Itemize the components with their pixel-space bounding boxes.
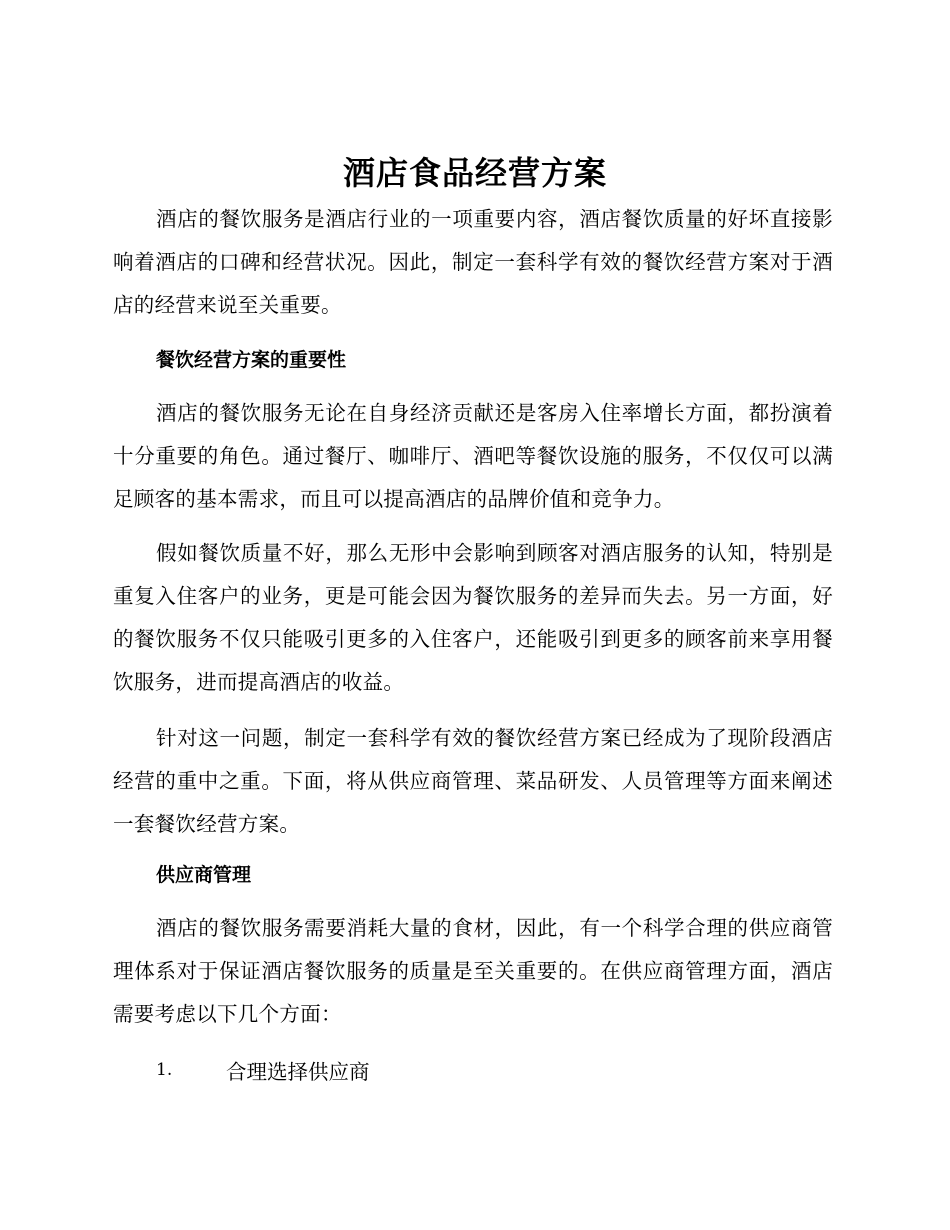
section-heading-supplier: 供应商管理 xyxy=(156,864,252,886)
paragraph-importance-1: 酒店的餐饮服务无论在自身经济贡献还是客房入住率增长方面，都扮演着十分重要的角色。通过餐厅、咖啡厅、酒吧等餐饮设施的服务，不仅仅可以满足顾客的基本需求，而且可以提高酒店的品牌价值和竞争力。 xyxy=(113,401,833,511)
paragraph-importance-3: 针对这一问题，制定一套科学有效的餐饮经营方案已经成为了现阶段酒店经营的重中之重。下面，将从供应商管理、菜品研发、人员管理等方面来阐述一套餐饮经营方案。 xyxy=(113,726,833,836)
document-title: 酒店食品经营方案 xyxy=(342,154,607,192)
intro-paragraph: 酒店的餐饮服务是酒店行业的一项重要内容，酒店餐饮质量的好坏直接影响着酒店的口碑和经营状况。因此，制定一套科学有效的餐饮经营方案对于酒店的经营来说至关重要。 xyxy=(113,207,833,317)
list-item-number: 1. xyxy=(156,1060,173,1080)
section-heading-importance: 餐饮经营方案的重要性 xyxy=(156,349,347,371)
list-item-text: 合理选择供应商 xyxy=(226,1060,370,1084)
paragraph-importance-2: 假如餐饮质量不好，那么无形中会影响到顾客对酒店服务的认知，特别是重复入住客户的业务，更是可能会因为餐饮服务的差异而失去。另一方面，好的餐饮服务不仅只能吸引更多的入住客户，还能吸引到更多的顾客前来享用餐饮服务，进而提高酒店的收益。 xyxy=(113,541,833,694)
list-item xyxy=(156,1052,370,1088)
paragraph-supplier-1: 酒店的餐饮服务需要消耗大量的食材，因此，有一个科学合理的供应商管理体系对于保证酒店餐饮服务的质量是至关重要的。在供应商管理方面，酒店需要考虑以下几个方面： xyxy=(113,916,833,1026)
